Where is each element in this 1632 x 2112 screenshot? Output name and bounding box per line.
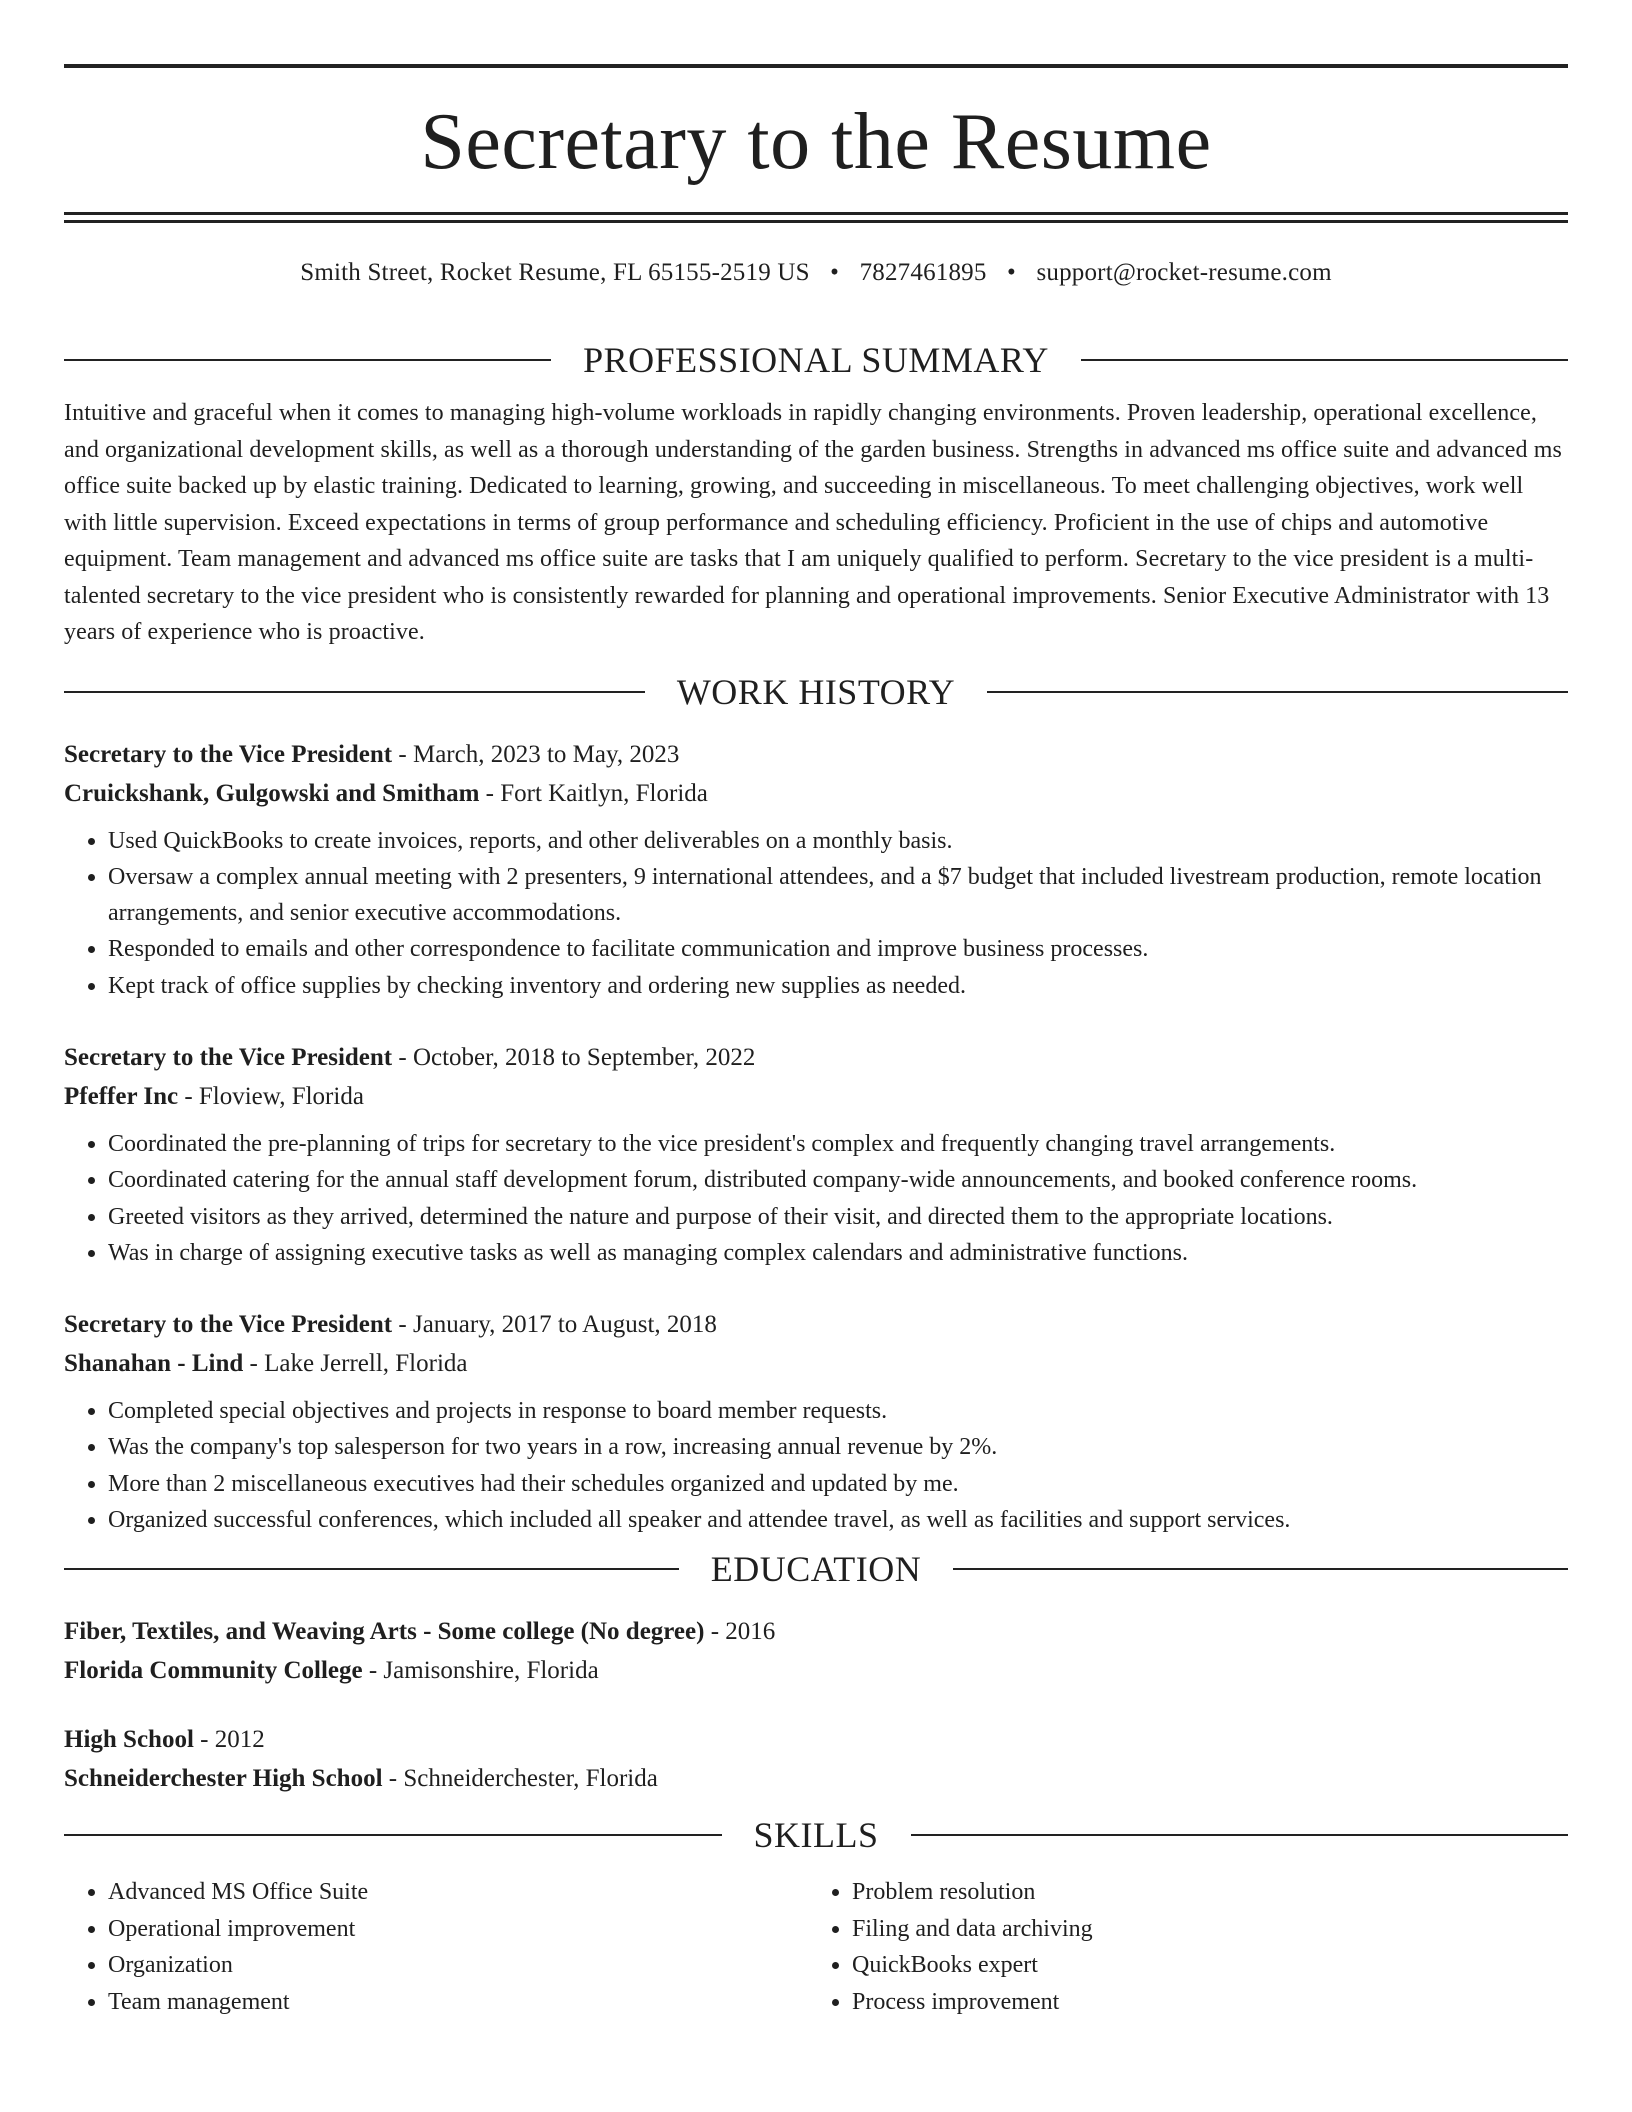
job-bullet: • Was the company's top salesperson for two years in a row, increasing annual revenue by 2%.: [108, 1429, 1568, 1465]
job-company-line: [64, 1077, 1568, 1116]
education-school-line: [64, 1651, 1568, 1690]
education-degree: Fiber, Textiles, and Weaving Arts - Some college (No degree): [64, 1618, 705, 1646]
summary-paragraph: Intuitive and graceful when it comes to managing high-volume workloads in rapidly changing environments. Proven leadership, operational excellence, and organizational development skills, as well as a thorough understanding of the garden business. Strengths in advanced ms office suite and advanced ms office suite backed up by elastic training. Dedicated to learning, growing, and succeeding in miscellaneous. To meet challenging objectives, work well with little supervision. Exceed expectations in terms of group performance and scheduling efficiency. Proficient in the use of chips and automotive equipment. Team management and advanced ms office suite are tasks that I am uniquely qualified to perform. Secretary to the vice president is a multi-talented secretary to the vice president who is consistently rewarded for planning and operational improvements. Senior Executive Administrator with 13 years of experience who is proactive.: [64, 400, 1562, 645]
job-bullet: • More than 2 miscellaneous executives had their schedules organized and updated by me.: [108, 1466, 1568, 1502]
job-dates: - October, 2018 to September, 2022: [392, 1043, 756, 1071]
job-company: Cruickshank, Gulgowski and Smitham: [64, 779, 480, 807]
job-bullet: • Coordinated catering for the annual staff development forum, distributed company-wide announcements, and booked conference rooms.: [108, 1162, 1568, 1198]
section-heading-work-history: [64, 671, 1568, 713]
section-heading-summary: [64, 339, 1568, 381]
job-bullet: • Coordinated the pre-planning of trips for secretary to the vice president's complex and frequently changing travel arrangements.: [108, 1126, 1568, 1162]
job-dates: - January, 2017 to August, 2018: [392, 1311, 717, 1339]
skill-item: • Team management: [108, 1984, 808, 2021]
education-school-line: [64, 1759, 1568, 1798]
skill-item: • Organization: [108, 1947, 808, 1984]
job-company: Pfeffer Inc: [64, 1082, 179, 1110]
section-heading-label: EDUCATION: [710, 1549, 922, 1590]
education-location: - Schneiderchester, Florida: [382, 1765, 658, 1793]
job-dates: - March, 2023 to May, 2023: [392, 740, 680, 768]
job-company-line: [64, 774, 1568, 813]
job-bullet: • Completed special objectives and projects in response to board member requests.: [108, 1393, 1568, 1429]
contact-email: support@rocket-resume.com: [1036, 259, 1332, 286]
job-location: - Lake Jerrell, Florida: [243, 1350, 468, 1378]
job-bullet: • Used QuickBooks to create invoices, reports, and other deliverables on a monthly basis.: [108, 823, 1568, 859]
job-bullet: • Organized successful conferences, which included all speaker and attendee travel, as well as facilities and support services.: [108, 1502, 1568, 1538]
section-heading-label: WORK HISTORY: [676, 671, 956, 712]
contact-separator: •: [830, 259, 840, 286]
job-role: Secretary to the Vice President: [64, 1043, 393, 1071]
contact-phone: 7827461895: [859, 259, 987, 286]
job-bullet: • Responded to emails and other correspondence to facilitate communication and improve business processes.: [108, 931, 1568, 967]
job-location: - Floview, Florida: [178, 1082, 364, 1110]
job-bullet: • Oversaw a complex annual meeting with 2 presenters, 9 international attendees, and a $7 budget that included livestream production, remote location arrangements, and senior executive accommodations.: [108, 859, 1568, 932]
title-double-rule: [64, 212, 1568, 223]
contact-separator: •: [1007, 259, 1016, 286]
section-heading-education: [64, 1548, 1568, 1590]
job-bullets: [64, 823, 1568, 1004]
section-heading-label: PROFESSIONAL SUMMARY: [583, 340, 1049, 380]
job-entry: [64, 1305, 1568, 1538]
education-entry: [64, 1720, 1568, 1798]
job-bullet: • Was in charge of assigning executive tasks as well as managing complex calendars and administrative functions.: [108, 1235, 1568, 1271]
education-year: - 2012: [193, 1726, 265, 1754]
skills-list-right: [808, 1874, 1552, 2020]
education-degree: High School: [64, 1726, 194, 1754]
job-title-line: [64, 1038, 1568, 1077]
education-entry: [64, 1612, 1568, 1690]
job-role: Secretary to the Vice President: [64, 740, 393, 768]
education-year: - 2016: [704, 1618, 776, 1646]
skill-item: • Filing and data archiving: [852, 1911, 1552, 1948]
skill-item: • Process improvement: [852, 1984, 1552, 2021]
skill-item: • Problem resolution: [852, 1874, 1552, 1911]
job-bullets: [64, 1126, 1568, 1271]
contact-address: Smith Street, Rocket Resume, FL 65155-2519 US: [300, 259, 810, 286]
skills-columns: [64, 1874, 1568, 2020]
job-location: - Fort Kaitlyn, Florida: [479, 779, 708, 807]
education-school: Schneiderchester High School: [64, 1765, 383, 1793]
job-bullet: • Greeted visitors as they arrived, determined the nature and purpose of their visit, and directed them to the appropriate locations.: [108, 1199, 1568, 1235]
skills-list-left: [64, 1874, 808, 2020]
job-company-line: [64, 1344, 1568, 1383]
skill-item: • Advanced MS Office Suite: [108, 1874, 808, 1911]
job-entry: [64, 1038, 1568, 1271]
education-location: - Jamisonshire, Florida: [362, 1657, 599, 1685]
skill-item: • Operational improvement: [108, 1911, 808, 1948]
job-entry: [64, 735, 1568, 1004]
resume-page: [64, 64, 1568, 2020]
job-role: Secretary to the Vice President: [64, 1311, 393, 1339]
job-company: Shanahan - Lind: [64, 1350, 244, 1378]
education-degree-line: [64, 1720, 1568, 1759]
contact-line: [64, 259, 1568, 299]
resume-title: Secretary to the Resume: [420, 98, 1212, 186]
education-school: Florida Community College: [64, 1657, 363, 1685]
job-bullet: • Kept track of office supplies by checking inventory and ordering new supplies as needed.: [108, 968, 1568, 1004]
section-heading-label: SKILLS: [753, 1815, 879, 1856]
job-title-line: [64, 735, 1568, 774]
section-heading-skills: [64, 1814, 1568, 1856]
education-degree-line: [64, 1612, 1568, 1651]
job-bullets: [64, 1393, 1568, 1538]
skill-item: • QuickBooks expert: [852, 1947, 1552, 1984]
job-title-line: [64, 1305, 1568, 1344]
